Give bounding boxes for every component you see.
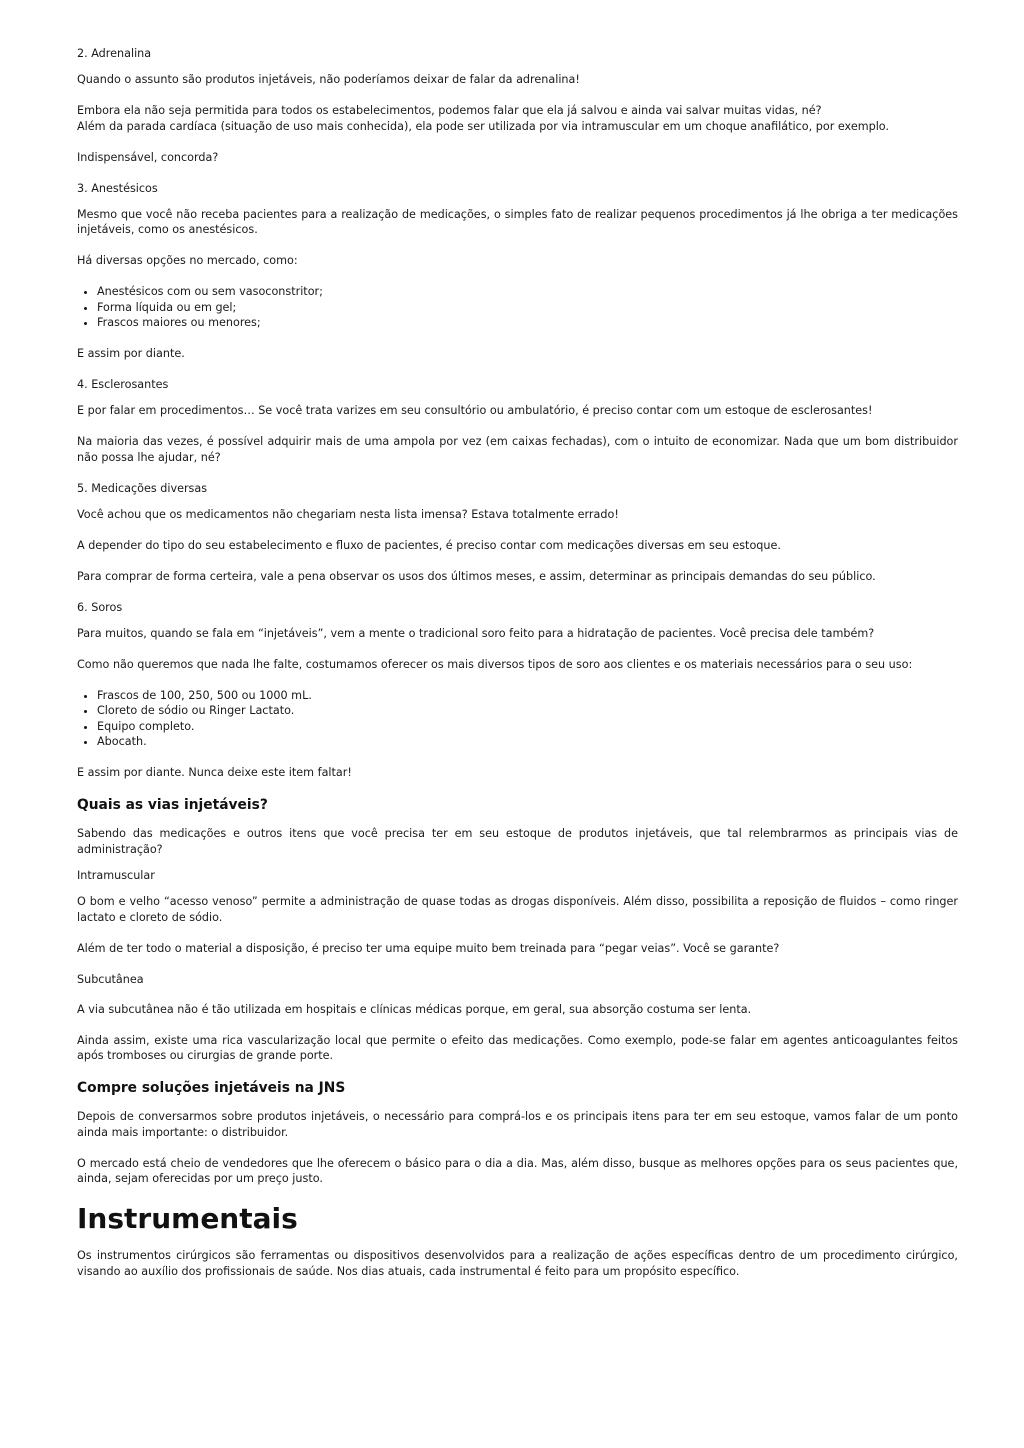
paragraph: Embora ela não seja permitida para todos os estabelecimentos, podemos falar que ela já salvou e ainda vai salvar muitas vidas, né? — [77, 104, 822, 117]
paragraph: E assim por diante. Nunca deixe este item faltar! — [77, 766, 352, 779]
list-item: • Anestésicos com ou sem vasoconstritor; — [97, 284, 958, 300]
list-item: • Frascos maiores ou menores; — [97, 315, 958, 331]
paragraph: Sabendo das medicações e outros itens que você precisa ter em seu estoque de produtos injetáveis, que tal relembrarmos as principais vias de administração? — [77, 827, 958, 856]
paragraph: Depois de conversarmos sobre produtos injetáveis, o necessário para comprá-los e os principais itens para ter em seu estoque, vamos falar de um ponto ainda mais importante: o distribuidor. — [77, 1110, 958, 1139]
paragraph: Você achou que os medicamentos não chegariam nesta lista imensa? Estava totalmente errado! — [77, 507, 619, 521]
paragraph: Indispensável, concorda? — [77, 150, 219, 164]
paragraph: A via subcutânea não é tão utilizada em hospitais e clínicas médicas porque, em geral, sua absorção costuma ser lenta. — [77, 1002, 752, 1016]
paragraph: E por falar em procedimentos… Se você trata varizes em seu consultório ou ambulatório, é preciso contar com um estoque de esclerosantes! — [77, 404, 873, 417]
paragraph: Os instrumentos cirúrgicos são ferramentas ou dispositivos desenvolvidos para a realização de ações específicas dentro de um procedimento cirúrgico, visando ao auxílio dos profissionais de saúde. Nos dias atuais, cada instrumental é feito para um propósito específico. — [77, 1249, 958, 1278]
section-title-medicacoes: 5. Medicações diversas — [77, 481, 208, 495]
paragraph: Mesmo que você não receba pacientes para a realização de medicações, o simples fato de realizar pequenos procedimentos já lhe obriga a ter medicações injetáveis, como os anestésicos. — [77, 207, 958, 236]
list-item: • Forma líquida ou em gel; — [97, 300, 958, 316]
heading-vias-injetaveis: Quais as vias injetáveis? — [77, 797, 268, 813]
paragraph: E assim por diante. — [77, 347, 185, 360]
paragraph: Para muitos, quando se fala em “injetáveis”, vem a mente o tradicional soro feito para a hidratação de pacientes. Você precisa dele também? — [77, 626, 875, 640]
heading-instrumentais: Instrumentais — [77, 1202, 298, 1235]
paragraph: Há diversas opções no mercado, como: — [77, 254, 298, 267]
paragraph: Ainda assim, existe uma rica vascularização local que permite o efeito das medicações. Como exemplo, pode-se falar em agentes anticoagulantes feitos após tromboses ou cirurgias de grande porte. — [77, 1033, 958, 1062]
section-title-esclerosantes: 4. Esclerosantes — [77, 378, 169, 391]
paragraph: O mercado está cheio de vendedores que lhe oferecem o básico para o dia a dia. Mas, além disso, busque as melhores opções para os seus pacientes que, ainda, sejam oferecidas por um preço justo. — [77, 1156, 958, 1185]
subheading-subcutanea: Subcutânea — [77, 972, 144, 986]
list-item: • Equipo completo. — [97, 719, 958, 735]
paragraph: Na maioria das vezes, é possível adquirir mais de uma ampola por vez (em caixas fechadas), com o intuito de economizar. Nada que um bom distribuidor não possa lhe ajudar, né? — [77, 435, 958, 464]
paragraph: Quando o assunto são produtos injetáveis, não poderíamos deixar de falar da adrenalina! — [77, 73, 580, 86]
paragraph: Como não queremos que nada lhe falte, costumamos oferecer os mais diversos tipos de soro aos clientes e os materiais necessários para o seu uso: — [77, 657, 913, 671]
subheading-intramuscular: Intramuscular — [77, 869, 155, 882]
list-item: • Abocath. — [97, 734, 958, 750]
paragraph: Além de ter todo o material a disposição, é preciso ter uma equipe muito bem treinada para “pegar veias”. Você se garante? — [77, 941, 780, 955]
paragraph: A depender do tipo do seu estabelecimento e fluxo de pacientes, é preciso contar com medicações diversas em seu estoque. — [77, 538, 781, 552]
paragraph: Para comprar de forma certeira, vale a pena observar os usos dos últimos meses, e assim, determinar as principais demandas do seu público. — [77, 569, 876, 583]
heading-compre-solucoes: Compre soluções injetáveis na JNS — [77, 1080, 346, 1096]
section-title-adrenalina: 2. Adrenalina — [77, 47, 152, 60]
list-item: • Frascos de 100, 250, 500 ou 1000 mL. — [97, 688, 958, 704]
document-content — [77, 46, 958, 1295]
paragraph: O bom e velho “acesso venoso” permite a administração de quase todas as drogas disponíveis. Além disso, possibilita a reposição de fluidos – como ringer lactato e cloreto de sódio. — [77, 895, 958, 924]
paragraph: Além da parada cardíaca (situação de uso mais conhecida), ela pode ser utilizada por via intramuscular em um choque anafilático, por exemplo. — [77, 119, 890, 133]
section-title-anestesicos: 3. Anestésicos — [77, 181, 158, 195]
list-item: • Cloreto de sódio ou Ringer Lactato. — [97, 703, 958, 719]
section-title-soros: 6. Soros — [77, 600, 123, 614]
bullet-list-soros — [77, 688, 958, 750]
bullet-list-anestesicos — [77, 284, 958, 331]
